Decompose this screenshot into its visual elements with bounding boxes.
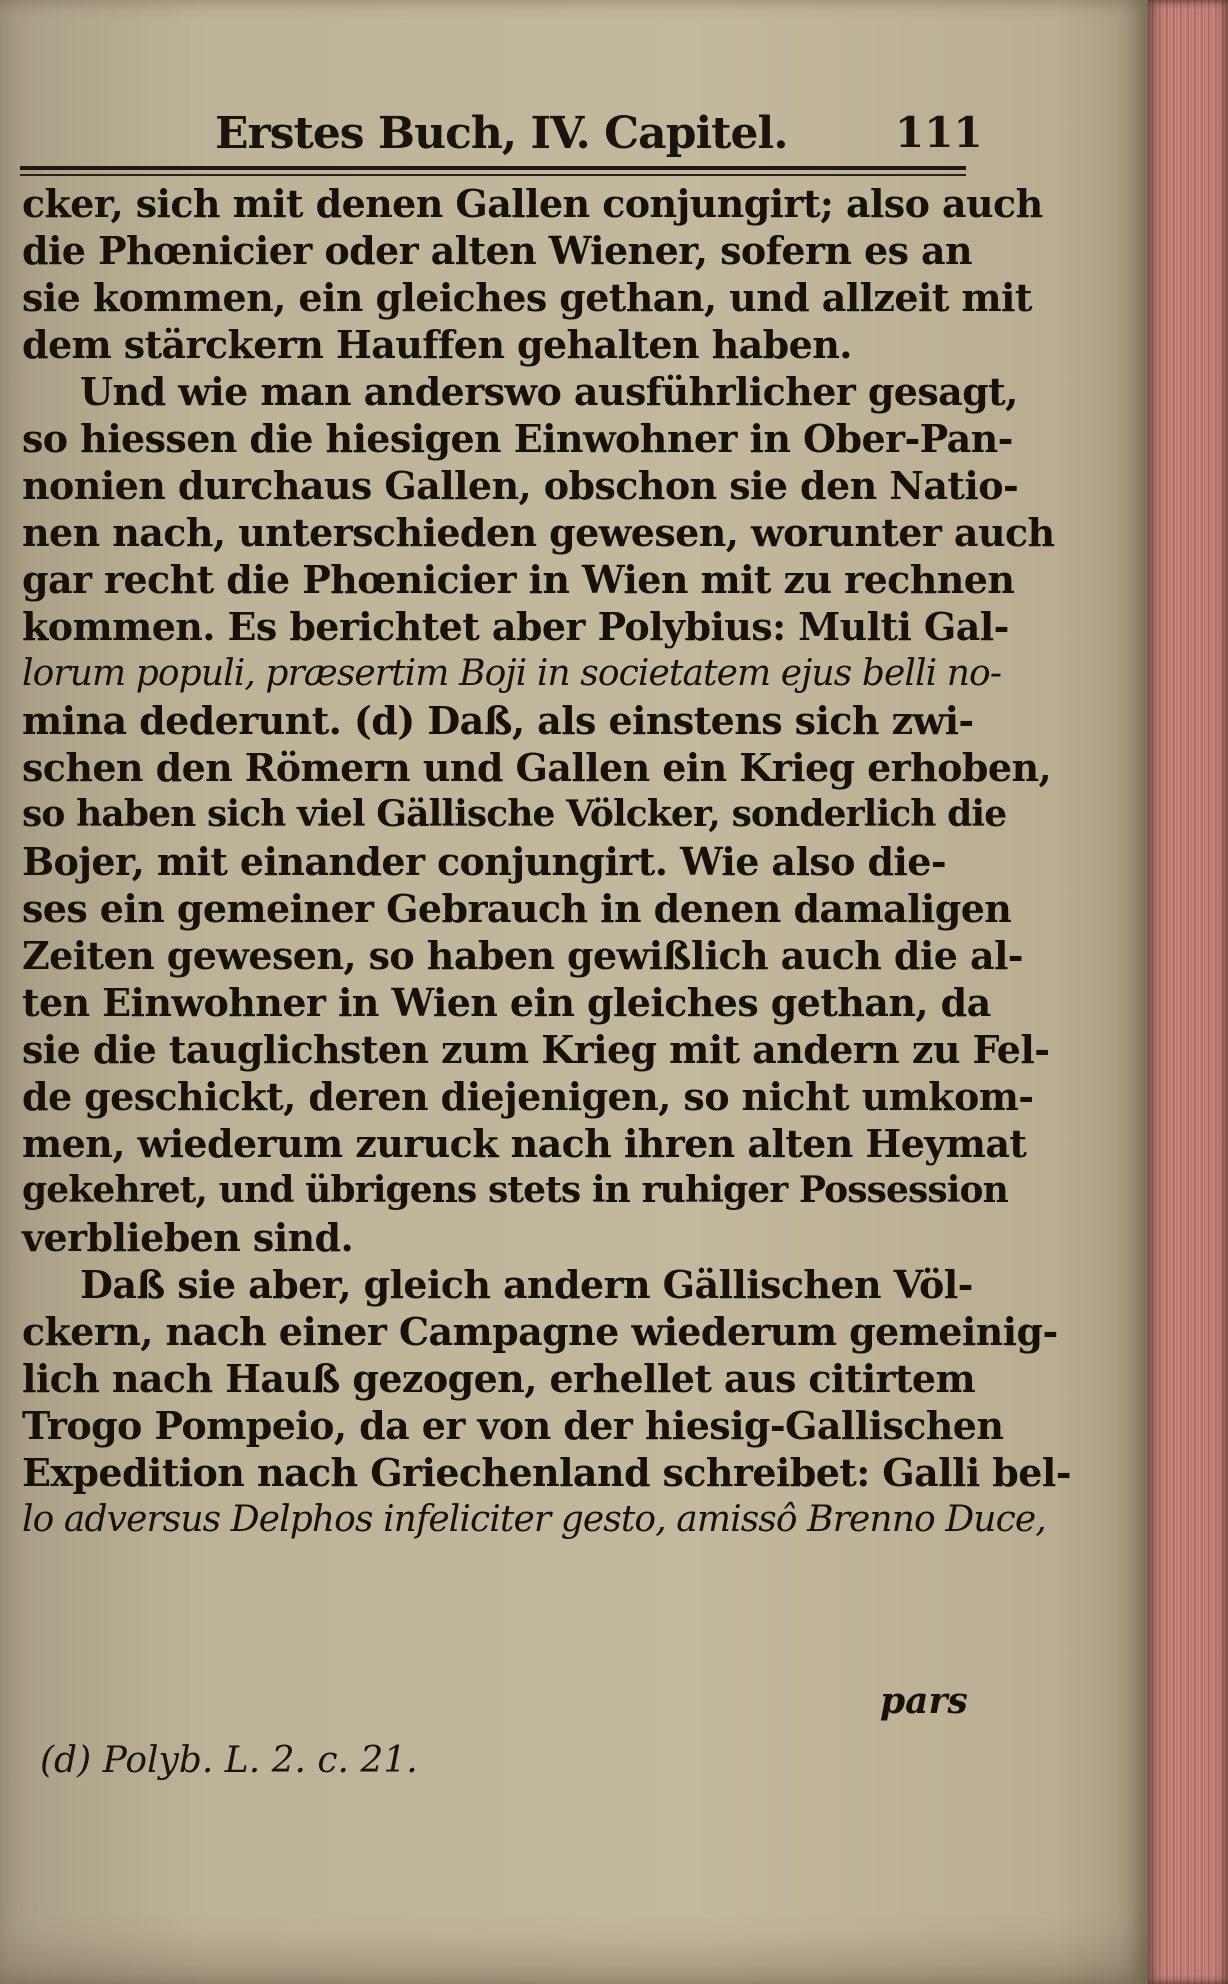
text-line: kommen. Es berichtet aber Polybius: Multi Gal-	[22, 604, 1009, 649]
text-line-latin: lo adversus Delphos infeliciter gesto, amissô Brenno Duce,	[22, 1499, 1046, 1540]
text-line: lich nach Hauß gezogen, erhellet aus citirtem	[22, 1356, 976, 1401]
text-line: schen den Römern und Gallen ein Krieg erhoben,	[22, 745, 1052, 790]
footnote: (d) Polyb. L. 2. c. 21.	[40, 1740, 418, 1781]
header-rule	[20, 166, 966, 170]
text-line: ckern, nach einer Campagne wiederum gemeinig-	[22, 1309, 1058, 1354]
text-line: gekehret, und übrigens stets in ruhiger Possession	[22, 1169, 1008, 1211]
text-line: Zeiten gewesen, so haben gewißlich auch die al-	[22, 933, 1023, 978]
text-line: sie kommen, ein gleiches gethan, und allzeit mit	[22, 275, 1032, 320]
page-header	[20, 108, 983, 168]
text-line: so hiessen die hiesigen Einwohner in Ober-Pan-	[22, 416, 1013, 461]
text-line: sie die tauglichsten zum Krieg mit andern zu Fel-	[22, 1027, 1050, 1072]
text-line: dem stärckern Hauffen gehalten haben.	[22, 322, 852, 367]
page-edge	[1148, 0, 1228, 1984]
text-line: die Phœnicier oder alten Wiener, sofern es an	[22, 228, 973, 273]
text-line: ses ein gemeiner Gebrauch in denen damaligen	[22, 886, 1012, 931]
text-line: nonien durchaus Gallen, obschon sie den Natio-	[22, 463, 1019, 508]
text-line: Daß sie aber, gleich andern Gällischen Völ-	[80, 1262, 973, 1307]
text-line: Und wie man anderswo ausführlicher gesagt,	[80, 369, 1018, 414]
text-line: so haben sich viel Gällische Völcker, sonderlich die	[22, 793, 1007, 835]
page-number: 111	[895, 108, 983, 157]
text-line: men, wiederum zuruck nach ihren alten Heymat	[22, 1121, 1027, 1166]
text-line: cker, sich mit denen Gallen conjungirt; also auch	[22, 181, 1043, 226]
header-rule-thin	[20, 174, 966, 176]
text-line-latin: lorum populi, præsertim Boji in societatem ejus belli no-	[22, 653, 1002, 694]
text-line: Bojer, mit einander conjungirt. Wie also die-	[22, 839, 947, 884]
text-line: gar recht die Phœnicier in Wien mit zu rechnen	[22, 557, 1015, 602]
text-line: de geschickt, deren diejenigen, so nicht umkom-	[22, 1074, 1034, 1119]
running-head: Erstes Buch, IV. Capitel.	[215, 108, 788, 159]
text-line: Trogo Pompeio, da er von der hiesig-Gallischen	[22, 1403, 1004, 1448]
text-line: verblieben sind.	[22, 1215, 354, 1260]
catchword: pars	[880, 1680, 968, 1722]
text-line: ten Einwohner in Wien ein gleiches gethan, da	[22, 980, 991, 1025]
text-line: Expedition nach Griechenland schreibet: Galli bel-	[22, 1450, 1071, 1495]
text-line: mina dederunt. (d) Daß, als einstens sich zwi-	[22, 698, 974, 743]
body-text	[22, 180, 1071, 1543]
text-line: nen nach, unterschieden gewesen, worunter auch	[22, 510, 1055, 555]
